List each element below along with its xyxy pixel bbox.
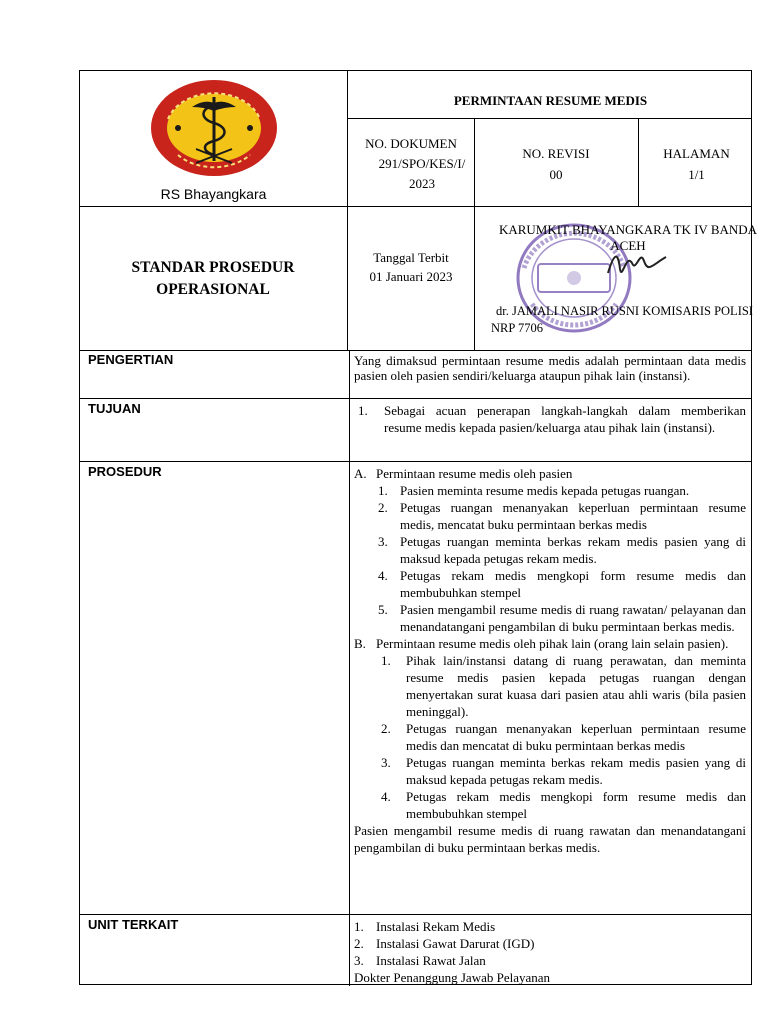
list-number: 1. — [358, 403, 368, 418]
list-text: Petugas ruangan menanyakan keperluan permintaan resume medis, mencatat buku permintaan berkas medis — [400, 500, 746, 532]
list-number: 3. — [354, 953, 364, 968]
doc-number-label: NO. DOKUMEN — [365, 136, 457, 151]
section-label-tujuan: TUJUAN — [88, 401, 141, 416]
list-number: 2. — [378, 500, 388, 515]
tujuan-list — [358, 402, 746, 436]
divider — [80, 914, 751, 915]
list-item — [378, 533, 746, 567]
list-item — [378, 499, 746, 533]
hospital-logo — [148, 77, 280, 179]
authority: KARUMKIT BHAYANGKARA TK IV BANDA ACEH — [498, 222, 758, 253]
unit-terkait-content — [354, 918, 746, 986]
list-number: 3. — [378, 534, 388, 549]
list-text: Pasien meminta resume medis kepada petugas ruangan. — [400, 483, 690, 498]
issue-date: 01 Januari 2023 — [369, 269, 453, 284]
part-title: Permintaan resume medis oleh pasien — [376, 466, 573, 481]
pengertian-text: Yang dimaksud permintaan resume medis adalah permintaan data medis pasien oleh pasien sendiri/keluarga ataupun pihak lain (instansi). — [354, 353, 746, 383]
list-text: Petugas ruangan meminta berkas rekam medis pasien yang di maksud kepada petugas rekam medis. — [400, 534, 746, 566]
divider — [80, 206, 751, 207]
prosedur-part-b — [354, 635, 746, 652]
divider — [638, 118, 639, 207]
list-text: Petugas rekam medis mengkopi form resume medis dan membubuhkan stempel — [400, 568, 746, 600]
divider — [347, 118, 751, 119]
divider — [80, 350, 751, 351]
prosedur-part-a — [354, 465, 746, 482]
list-item — [378, 567, 746, 601]
prosedur-closing: Pasien mengambil resume medis di ruang rawatan dan menandatangani pengambilan di buku permintaan berkas medis. — [354, 823, 746, 855]
list-number: 3. — [381, 755, 391, 770]
list-number: 4. — [381, 789, 391, 804]
prosedur-content — [354, 465, 746, 856]
list-item — [381, 754, 746, 788]
list-text: Instalasi Rekam Medis — [376, 919, 496, 934]
part-marker: A. — [354, 466, 367, 481]
list-item — [354, 918, 746, 935]
list-number: 1. — [378, 483, 388, 498]
section-label-pengertian: PENGERTIAN — [88, 352, 174, 367]
document-title: PERMINTAAN RESUME MEDIS — [453, 93, 648, 108]
list-item — [378, 601, 746, 635]
list-number: 2. — [354, 936, 364, 951]
divider — [347, 71, 348, 350]
list-text: Instalasi Gawat Darurat (IGD) — [376, 936, 535, 951]
list-item — [381, 652, 746, 720]
issue-label: Tanggal Terbit — [373, 250, 449, 265]
divider — [80, 398, 751, 399]
section-label-prosedur: PROSEDUR — [88, 464, 162, 479]
list-number: 5. — [378, 602, 388, 617]
list-item — [378, 482, 746, 499]
list-text: Instalasi Rawat Jalan — [376, 953, 486, 968]
list-item — [381, 788, 746, 822]
sop-document — [79, 70, 758, 985]
signer-nrp: NRP 7706 — [491, 321, 543, 335]
list-text: Petugas ruangan meminta berkas rekam medis pasien yang di maksud kepada petugas rekam medis. — [406, 755, 746, 787]
list-text: Sebagai acuan penerapan langkah-langkah dalam memberikan resume medis kepada pasien/keluarga atau pihak lain (instansi). — [384, 403, 746, 435]
revision-label: NO. REVISI — [522, 146, 590, 161]
list-item — [354, 935, 746, 952]
page-label: HALAMAN — [663, 146, 730, 161]
list-number: 4. — [378, 568, 388, 583]
prosedur-a-list — [354, 482, 746, 635]
list-item — [381, 720, 746, 754]
prosedur-b-list — [354, 652, 746, 822]
list-text: Petugas rekam medis mengkopi form resume medis dan membubuhkan stempel — [406, 789, 746, 821]
list-number: 1. — [354, 919, 364, 934]
doc-number-value: 291/SPO/KES/I/ 2023 — [378, 156, 466, 191]
list-text: Pihak lain/instansi datang di ruang perawatan, dan meminta resume medis pasien kepada petugas ruangan dengan menyertakan surat kuasa dari pasien atau ahli waris (bila pasien meninggal). — [406, 653, 746, 719]
list-item — [354, 952, 746, 969]
list-number: 1. — [381, 653, 391, 668]
list-number: 2. — [381, 721, 391, 736]
list-item — [358, 402, 746, 436]
list-text: Petugas ruangan menanyakan keperluan permintaan resume medis dan mencatat di buku permintaan berkas medis — [406, 721, 746, 753]
divider — [80, 461, 751, 462]
unit-extra: Dokter Penanggung Jawab Pelayanan — [354, 970, 551, 985]
section-label-unit-terkait: UNIT TERKAIT — [88, 917, 179, 932]
unit-list — [354, 918, 746, 969]
signer-name: dr. JAMALI NASIR RUSNI KOMISARIS POLISI — [496, 304, 753, 318]
sop-title: STANDAR PROSEDUR OPERASIONAL — [131, 259, 295, 298]
hospital-name: RS Bhayangkara — [160, 186, 267, 202]
part-marker: B. — [354, 636, 366, 651]
divider — [349, 350, 350, 986]
part-title: Permintaan resume medis oleh pihak lain (orang lain selain pasien). — [376, 636, 729, 651]
page-value: 1/1 — [688, 167, 705, 182]
list-text: Pasien mengambil resume medis di ruang rawatan/ pelayanan dan menandatangani pengambilan di buku permintaan berkas medis. — [400, 602, 746, 634]
divider — [474, 118, 475, 350]
revision-value: 00 — [549, 167, 563, 182]
